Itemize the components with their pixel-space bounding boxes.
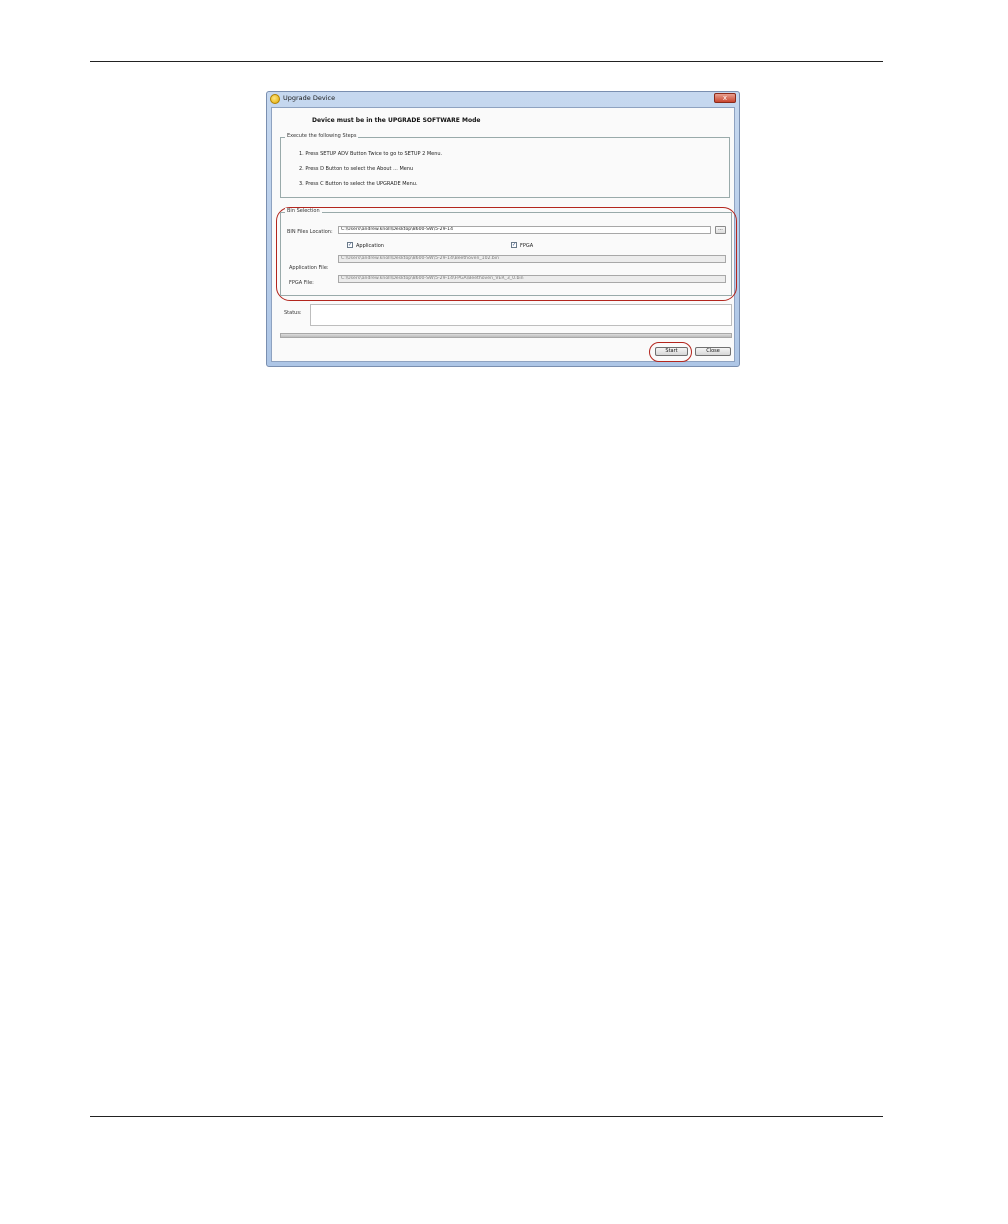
application-checkbox[interactable]: ✓ <box>348 242 353 248</box>
mode-warning-heading: Device must be in the UPGRADE SOFTWARE Mode <box>312 117 481 124</box>
app-icon <box>270 94 280 104</box>
status-label: Status: <box>284 310 302 316</box>
window-close-button[interactable]: x <box>714 93 736 103</box>
steps-group <box>280 133 730 198</box>
step-1: 1. Press SETUP ADV Button Twice to go to SETUP 2 Menu. <box>299 151 443 157</box>
fpga-file-field: C:\Users\andrew.knoll\Desktop\8600-SW\5-29-14\FPGA\Beethoven_VER_3_0.bin <box>338 275 726 283</box>
browse-button[interactable]: ... <box>715 226 726 234</box>
bin-selection-group <box>280 208 732 296</box>
window-title: Upgrade Device <box>283 94 336 102</box>
steps-group-legend: Execute the following Steps <box>287 133 357 139</box>
start-button[interactable]: Start <box>655 347 688 356</box>
page-header-rule <box>90 61 883 62</box>
bin-selection-legend: Bin Selection <box>287 208 320 214</box>
status-box <box>310 304 732 326</box>
bin-location-label: BIN Files Location: <box>287 229 333 235</box>
fpga-checkbox-label: FPGA <box>520 243 534 249</box>
application-file-field: C:\Users\andrew.knoll\Desktop\8600-SW\5-29-14\Beethoven_102.bin <box>338 255 726 263</box>
page-footer-rule <box>90 1116 883 1117</box>
fpga-file-label: FPGA File: <box>289 280 314 286</box>
application-file-label: Application File: <box>289 265 329 271</box>
fpga-checkbox[interactable]: ✓ <box>512 242 517 248</box>
step-3: 3. Press C Button to select the UPGRADE Menu. <box>299 181 418 187</box>
window-client-area <box>271 107 735 362</box>
progress-bar <box>280 333 732 338</box>
application-checkbox-label: Application <box>356 243 384 249</box>
window-titlebar[interactable] <box>267 92 739 106</box>
upgrade-device-window <box>266 91 740 367</box>
bin-location-input[interactable]: C:\Users\andrew.knoll\Desktop\8600-SW\5-29-14 <box>338 226 711 234</box>
close-button[interactable]: Close <box>695 347 731 356</box>
step-2: 2. Press D Button to select the About ... Menu <box>299 166 414 172</box>
